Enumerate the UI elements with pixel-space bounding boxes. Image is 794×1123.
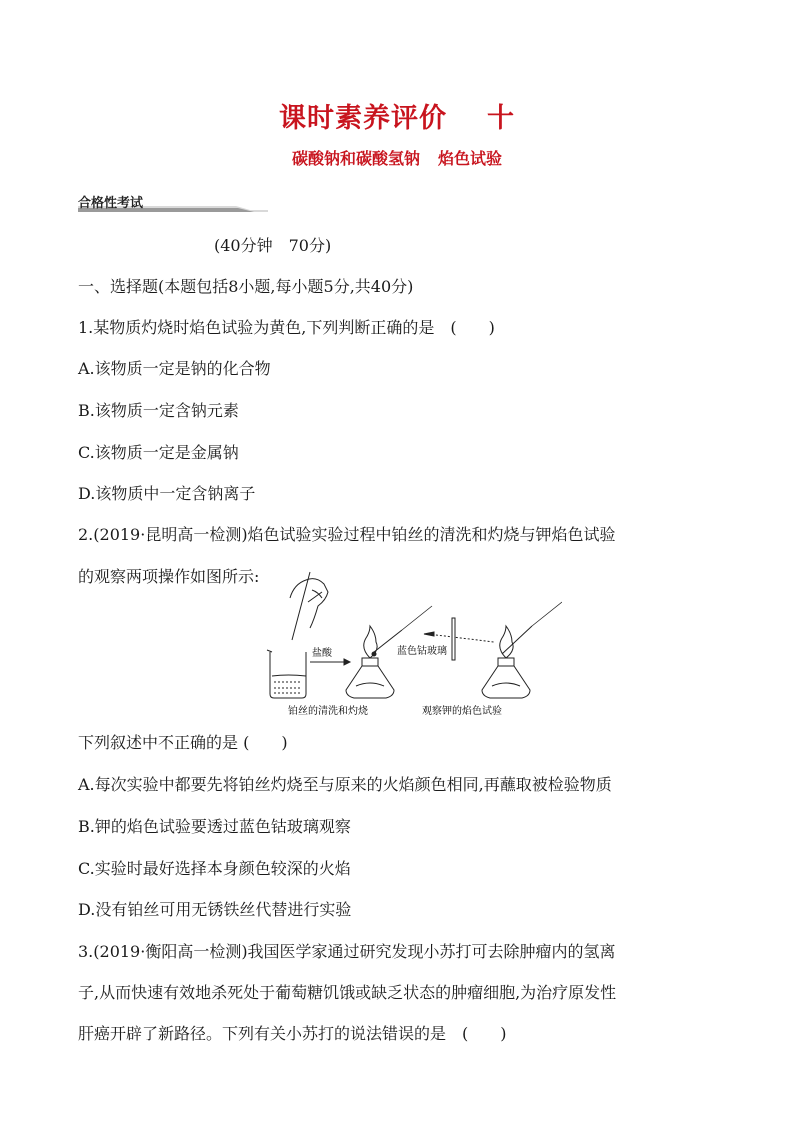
time-info: (40分钟 70分) — [214, 236, 332, 255]
figure-caption-left: 铂丝的清洗和灼烧 — [288, 706, 368, 717]
question-1-option-a: A.该物质一定是钠的化合物 — [78, 359, 271, 378]
question-2-option-b: B.钾的焰色试验要透过蓝色钴玻璃观察 — [78, 817, 351, 836]
question-1-option-d: D.该物质中一定含钠离子 — [78, 484, 256, 503]
question-2-option-d: D.没有铂丝可用无锈铁丝代替进行实验 — [78, 900, 352, 919]
question-2-option-a: A.每次实验中都要先将铂丝灼烧至与原来的火焰颜色相同,再蘸取被检验物质 — [78, 775, 612, 794]
subtitle-a: 碳酸钠和碳酸氢钠 — [291, 149, 420, 168]
question-2-stem-line1: 2.(2019·昆明高一检测)焰色试验实验过程中铂丝的清洗和灼烧与钾焰色试验 — [78, 525, 616, 544]
section-tag — [78, 192, 268, 212]
question-2-option-c: C.实验时最好选择本身颜色较深的火焰 — [78, 859, 351, 878]
page-subtitle — [0, 146, 794, 169]
question-1-stem: 1.某物质灼烧时焰色试验为黄色,下列判断正确的是 ( ) — [78, 318, 495, 337]
question-2-stem-line3: 下列叙述中不正确的是 ( ) — [78, 733, 288, 752]
question-3-stem-line2: 子,从而快速有效地杀死处于葡萄糖饥饿或缺乏状态的肿瘤细胞,为治疗原发性 — [78, 983, 617, 1002]
subtitle-b: 焰色试验 — [438, 149, 503, 168]
question-3-stem-line1: 3.(2019·衡阳高一检测)我国医学家通过研究发现小苏打可去除肿瘤内的氢离 — [78, 942, 616, 961]
figure-caption-right: 观察钾的焰色试验 — [422, 706, 502, 717]
page-title — [0, 96, 794, 135]
figure-label-acid: 盐酸 — [312, 648, 332, 659]
question-3-stem-line3: 肝癌开辟了新路径。下列有关小苏打的说法错误的是 ( ) — [78, 1024, 507, 1043]
title-text: 课时素养评价 — [279, 103, 447, 134]
question-1-option-b: B.该物质一定含钠元素 — [78, 401, 239, 420]
experiment-illustration — [262, 562, 562, 722]
experiment-figure — [262, 562, 562, 722]
figure-label-glass: 蓝色钴玻璃 — [397, 646, 447, 657]
section-tag-label: 合格性考试 — [78, 196, 144, 211]
question-1-option-c: C.该物质一定是金属钠 — [78, 443, 239, 462]
part-heading: 一、选择题(本题包括8小题,每小题5分,共40分) — [78, 277, 414, 296]
title-number: 十 — [487, 103, 515, 134]
question-2-stem-line2: 的观察两项操作如图所示: — [78, 567, 260, 586]
